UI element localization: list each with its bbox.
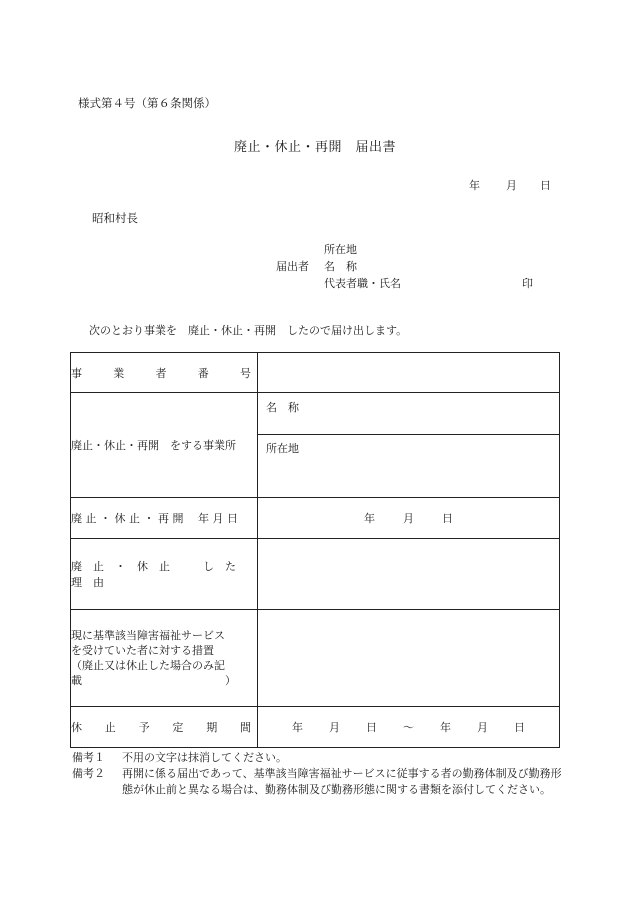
label-char: 止 <box>104 721 116 734</box>
suspension-period-label <box>71 707 258 748</box>
period-start-year: 年 <box>292 721 303 734</box>
suspension-period-field[interactable] <box>258 707 560 748</box>
date-month: 月 <box>403 512 414 525</box>
header-date-year: 年 <box>469 179 480 192</box>
date-day: 日 <box>442 512 453 525</box>
reason-field[interactable] <box>258 539 560 610</box>
note-text: 不用の文字は抹消してください。 <box>122 751 287 764</box>
reason-label: 廃 止 ・ 休 止 し た 理 由 <box>71 539 258 610</box>
period-end-month: 月 <box>477 721 488 734</box>
note-text: 再開に係る届出であって、基準該当障害福祉サービスに従事する者の勤務体制及び勤務形態が休止前と異なる場合は、勤務体制及び勤務形態に関する書類を添付してください。 <box>122 767 562 796</box>
measures-label <box>71 610 258 707</box>
seal-mark: 印 <box>522 277 533 290</box>
label-char: 号 <box>240 366 251 380</box>
filer-notifier-label: 届出者 <box>276 260 309 273</box>
facility-fields <box>258 393 560 498</box>
suspension-period-row <box>71 707 560 748</box>
measures-field[interactable] <box>258 610 560 707</box>
measures-label-line: 載 ） <box>71 674 236 687</box>
facility-label: 廃止・休止・再開 をする事業所 <box>71 393 258 498</box>
addressee: 昭和村長 <box>92 211 138 225</box>
facility-name-label: 名 称 <box>266 401 299 414</box>
date-row <box>71 498 560 539</box>
label-char: 事 <box>71 366 82 380</box>
business-number-row <box>71 353 560 393</box>
period-start-day: 日 <box>366 721 377 734</box>
date-row-field[interactable] <box>258 498 560 539</box>
reason-row <box>71 539 560 610</box>
filer-address-label: 所在地 <box>324 243 357 256</box>
period-end-year: 年 <box>440 721 451 734</box>
business-number-field[interactable] <box>258 353 560 393</box>
label-char: 予 <box>138 721 150 734</box>
facility-address-label: 所在地 <box>266 442 299 455</box>
notes <box>72 750 562 798</box>
measures-label-line: （廃止又は休止した場合のみ記 <box>71 659 225 672</box>
facility-name-field[interactable] <box>258 393 559 435</box>
period-start-month: 月 <box>329 721 340 734</box>
note-item <box>72 750 562 766</box>
notification-form-table <box>70 352 560 748</box>
label-char: 業 <box>113 366 125 380</box>
facility-address-field[interactable] <box>258 435 559 497</box>
notification-statement: 次のとおり事業を 廃止・休止・再開 したので届け出します。 <box>89 324 408 337</box>
filer-name-label: 名 称 <box>324 260 357 273</box>
period-tilde: ～ <box>403 721 414 734</box>
measures-label-line: を受けていた者に対する措置 <box>71 644 214 657</box>
facility-row <box>71 393 560 498</box>
label-char: 定 <box>172 721 184 734</box>
date-row-label: 廃 止 ・ 休 止 ・ 再 開 年 月 日 <box>71 498 258 539</box>
header-date-month: 月 <box>506 179 517 192</box>
filer-representative-label: 代表者職・氏名 <box>324 277 401 290</box>
measures-row <box>71 610 560 707</box>
date-year: 年 <box>364 512 375 525</box>
label-char: 期 <box>206 721 218 734</box>
period-end-day: 日 <box>514 721 525 734</box>
label-char: 間 <box>239 721 251 734</box>
label-char: 者 <box>155 366 167 380</box>
page-title: 廃止・休止・再開 届出書 <box>233 140 396 155</box>
form-number: 様式第４号（第６条関係） <box>78 96 216 110</box>
business-number-label <box>71 353 258 393</box>
note-head: 備考１ <box>72 751 105 764</box>
measures-label-line: 現に基準該当障害福祉サービス <box>71 629 225 642</box>
label-char: 番 <box>197 366 209 380</box>
label-char: 休 <box>71 721 82 734</box>
header-date-day: 日 <box>540 179 551 192</box>
note-head: 備考２ <box>72 767 105 780</box>
note-item <box>72 766 562 798</box>
